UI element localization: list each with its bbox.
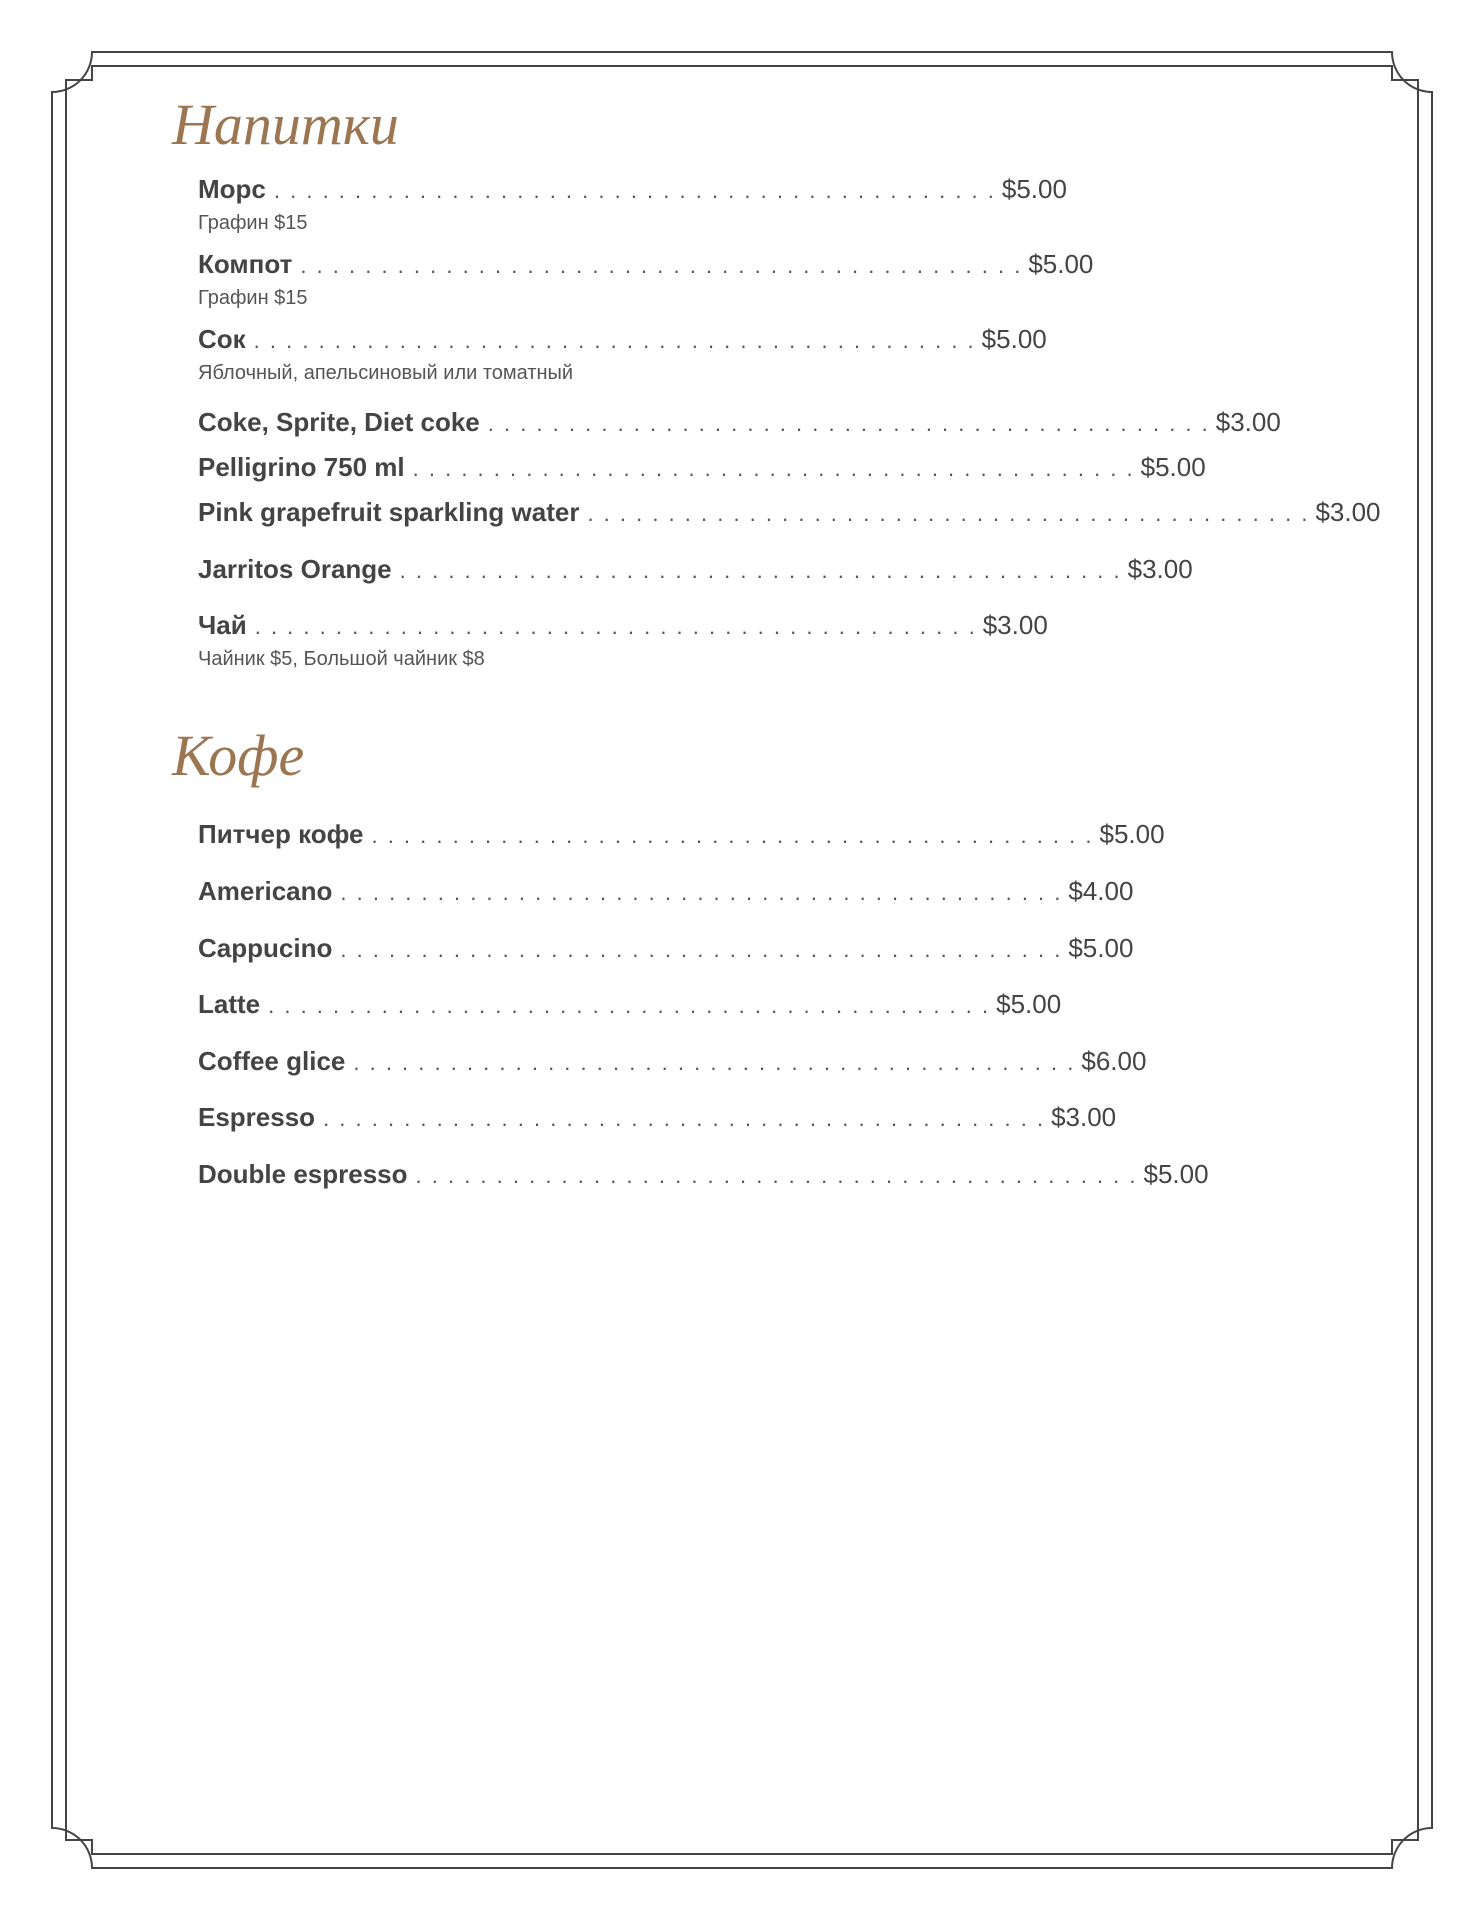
- item-name: Cappucino: [198, 933, 333, 963]
- item-description: Графин $15: [198, 287, 308, 309]
- menu-item: [198, 452, 1206, 497]
- item-name: Coffee glice: [198, 1046, 346, 1076]
- menu-item: [198, 610, 1048, 685]
- item-description: Яблочный, апельсиновый или томатный: [198, 362, 574, 384]
- menu-item: [198, 174, 1067, 249]
- menu-content: [172, 92, 1381, 1215]
- item-price: $5.00: [1143, 1159, 1209, 1189]
- item-price: $5.00: [981, 324, 1047, 354]
- dot-leader: . . . . . . . . . . . . . . . . . . . . . . . . . . . . . . . . . . . . . . . . . . . . .: [268, 993, 991, 1018]
- item-name: Питчер кофе: [198, 819, 364, 849]
- dot-leader: . . . . . . . . . . . . . . . . . . . . . . . . . . . . . . . . . . . . . . . . . . . . .: [273, 178, 996, 203]
- section-drinks: [172, 92, 1381, 685]
- menu-item: [198, 1159, 1209, 1215]
- dot-leader: . . . . . . . . . . . . . . . . . . . . . . . . . . . . . . . . . . . . . . . . . . . . .: [340, 937, 1063, 962]
- item-name: Морс: [198, 174, 266, 204]
- dot-leader: . . . . . . . . . . . . . . . . . . . . . . . . . . . . . . . . . . . . . . . . . . . . .: [399, 558, 1122, 583]
- dot-leader: . . . . . . . . . . . . . . . . . . . . . . . . . . . . . . . . . . . . . . . . . . . . .: [415, 1163, 1138, 1188]
- item-price: $5.00: [1140, 452, 1206, 482]
- item-description: Графин $15: [198, 212, 308, 234]
- item-name: Latte: [198, 989, 261, 1019]
- menu-items: [198, 819, 1209, 1215]
- menu-item: [198, 933, 1134, 989]
- item-name: Double espresso: [198, 1159, 408, 1189]
- item-name: Чай: [198, 610, 247, 640]
- item-name: Coke, Sprite, Diet coke: [198, 407, 480, 437]
- menu-item: [198, 407, 1281, 452]
- item-price: $5.00: [1001, 174, 1067, 204]
- dot-leader: . . . . . . . . . . . . . . . . . . . . . . . . . . . . . . . . . . . . . . . . . . . . .: [254, 614, 977, 639]
- item-name: Pink grapefruit sparkling water: [198, 497, 580, 527]
- menu-item: [198, 249, 1094, 324]
- item-price: $3.00: [1051, 1102, 1117, 1132]
- dot-leader: . . . . . . . . . . . . . . . . . . . . . . . . . . . . . . . . . . . . . . . . . . . . .: [253, 328, 976, 353]
- menu-item: [198, 876, 1134, 933]
- dot-leader: . . . . . . . . . . . . . . . . . . . . . . . . . . . . . . . . . . . . . . . . . . . . .: [487, 411, 1210, 436]
- item-name: Espresso: [198, 1102, 316, 1132]
- dot-leader: . . . . . . . . . . . . . . . . . . . . . . . . . . . . . . . . . . . . . . . . . . . . .: [353, 1050, 1076, 1075]
- item-name: Сок: [198, 324, 246, 354]
- section-coffee: [172, 723, 1209, 1215]
- item-name: Компот: [198, 249, 293, 279]
- dot-leader: . . . . . . . . . . . . . . . . . . . . . . . . . . . . . . . . . . . . . . . . . . . . .: [412, 456, 1135, 481]
- item-price: $3.00: [982, 610, 1048, 640]
- item-name: Americano: [198, 876, 333, 906]
- menu-item: [198, 554, 1193, 610]
- dot-leader: . . . . . . . . . . . . . . . . . . . . . . . . . . . . . . . . . . . . . . . . . . . . .: [300, 253, 1023, 278]
- item-price: $5.00: [996, 989, 1062, 1019]
- menu-item: [198, 819, 1165, 876]
- dot-leader: . . . . . . . . . . . . . . . . . . . . . . . . . . . . . . . . . . . . . . . . . . . . .: [587, 501, 1310, 526]
- menu-items: [198, 174, 1381, 685]
- dot-leader: . . . . . . . . . . . . . . . . . . . . . . . . . . . . . . . . . . . . . . . . . . . . .: [323, 1106, 1046, 1131]
- item-price: $3.00: [1215, 407, 1281, 437]
- item-price: $5.00: [1028, 249, 1094, 279]
- item-price: $5.00: [1068, 933, 1134, 963]
- item-price: $4.00: [1068, 876, 1134, 906]
- section-title: Напитки: [172, 92, 399, 157]
- dot-leader: . . . . . . . . . . . . . . . . . . . . . . . . . . . . . . . . . . . . . . . . . . . . .: [340, 880, 1063, 905]
- section-title: Кофе: [172, 723, 305, 788]
- item-name: Pelligrino 750 ml: [198, 452, 405, 482]
- dot-leader: . . . . . . . . . . . . . . . . . . . . . . . . . . . . . . . . . . . . . . . . . . . . .: [371, 823, 1094, 848]
- menu-item: [198, 324, 1047, 407]
- menu-item: [198, 989, 1062, 1046]
- menu-item: [198, 1046, 1147, 1102]
- menu-item: [198, 1102, 1117, 1159]
- item-price: $3.00: [1127, 554, 1193, 584]
- menu-item: [198, 497, 1381, 554]
- item-price: $5.00: [1099, 819, 1165, 849]
- item-price: $3.00: [1315, 497, 1381, 527]
- item-description: Чайник $5, Большой чайник $8: [198, 648, 485, 670]
- item-price: $6.00: [1081, 1046, 1147, 1076]
- item-name: Jarritos Orange: [198, 554, 392, 584]
